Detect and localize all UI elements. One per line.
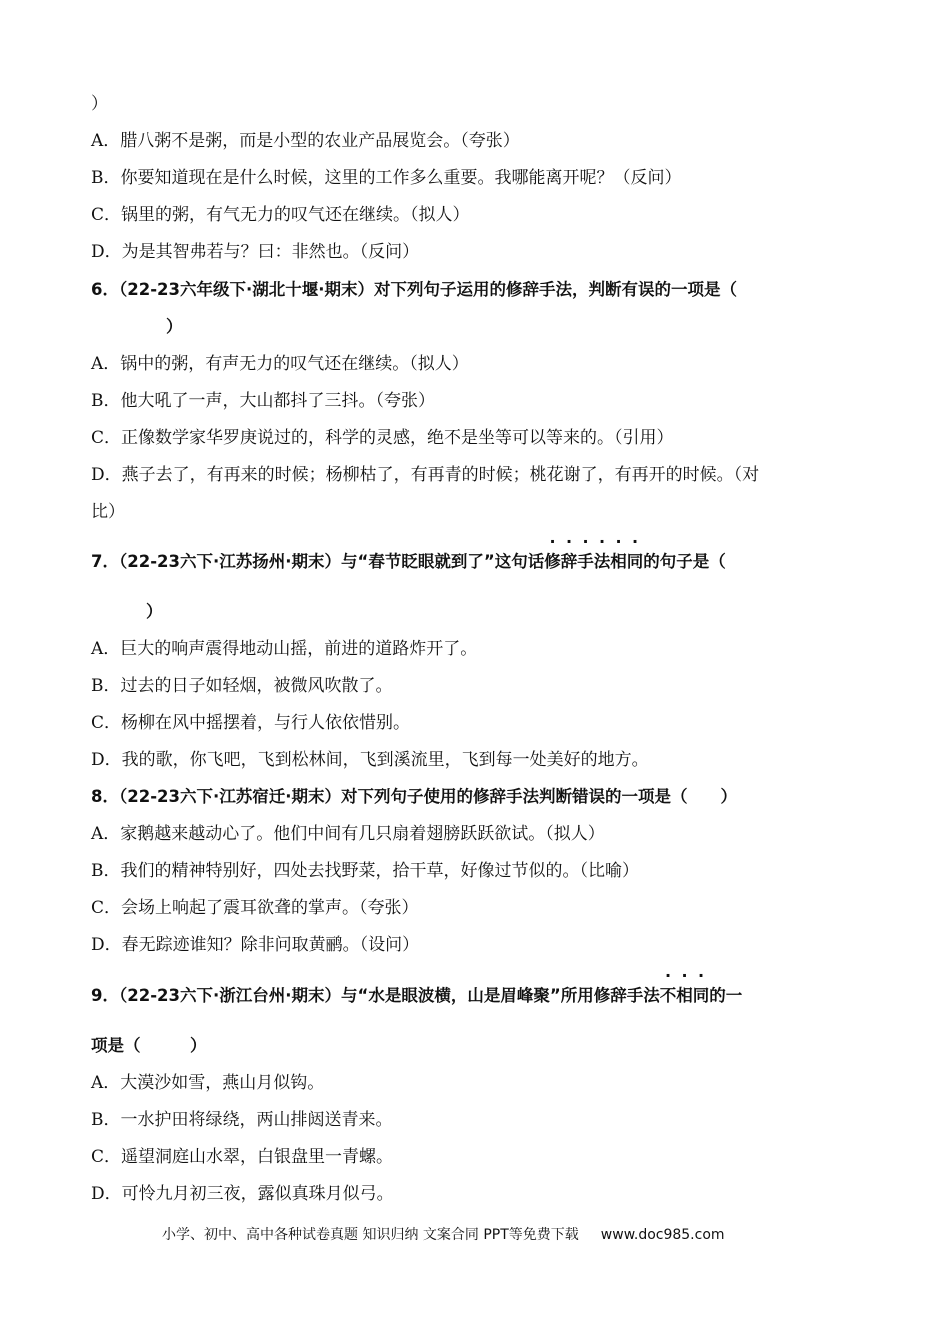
q7-close-paren: ） — [146, 602, 163, 621]
q7-title — [91, 550, 726, 574]
q6-option-c: C．正像数学家华罗庚说过的，科学的灵感，绝不是坐等可以等来的。（引用） — [91, 428, 674, 448]
q6-option-b: B．他大吼了一声，大山都抖了三抖。（夸张） — [91, 391, 435, 411]
q5-option-a: A．腊八粥不是粥，而是小型的农业产品展览会。（夸张） — [91, 131, 520, 151]
q8-option-b: B．我们的精神特别好，四处去找野菜，拾干草，好像过节似的。（比喻） — [91, 861, 639, 881]
page-footer — [162, 1225, 725, 1245]
q7-option-d: D．我的歌，你飞吧，飞到松林间，飞到溪流里，飞到每一处美好的地方。 — [91, 750, 649, 770]
q7-option-a: A．巨大的响声震得地动山摇，前进的道路炸开了。 — [91, 639, 478, 659]
q9-option-b: B．一水护田将绿绕，两山排闼送青来。 — [91, 1110, 393, 1130]
q7-emph-char: 手 — [577, 552, 594, 571]
q8-option-c: C．会场上响起了震耳欲聋的掌声。（夸张） — [91, 898, 419, 918]
q9-option-a: A．大漠沙如雪，燕山月似钩。 — [91, 1073, 325, 1093]
q9-title — [91, 984, 742, 1008]
q5-option-d: D．为是其智弗若与？曰：非然也。（反问） — [91, 242, 420, 262]
q5-option-c: C．锅里的粥，有气无力的叹气还在继续。（拟人） — [91, 205, 470, 225]
q7-title-after: 的句子是（ — [643, 552, 726, 571]
q5-close-paren: ） — [91, 94, 108, 114]
q6-title: 6．（22-23六年级下·湖北十堰·期末）对下列句子运用的修辞手法，判断有误的一项是（ — [91, 280, 738, 299]
q8-option-d: D．春无踪迹谁知？除非问取黄鹂。（设问） — [91, 935, 420, 955]
q9-title-line2: 项是（ ） — [91, 1036, 207, 1055]
q6-option-a: A．锅中的粥，有声无力的叹气还在继续。（拟人） — [91, 354, 469, 374]
q7-emph-char: 相 — [610, 552, 627, 571]
footer-url[interactable]: www.doc985.com — [600, 1227, 725, 1243]
q9-title-after: 的一 — [709, 986, 743, 1005]
q8-option-a: A．家鹅越来越动心了。他们中间有几只扇着翅膀跃跃欲试。（拟人） — [91, 824, 605, 844]
q9-title-before: 9．（22-23六下·浙江台州·期末）与“水是眼波横，山是眉峰聚”所用修辞手法 — [91, 986, 660, 1005]
q7-option-b: B．过去的日子如轻烟，被微风吹散了。 — [91, 676, 393, 696]
q9-emph-char: 相 — [676, 986, 693, 1005]
q8-title: 8．（22-23六下·江苏宿迁·期末）对下列句子使用的修辞手法判断错误的一项是（ ） — [91, 787, 738, 806]
q6-close-paren: ） — [166, 317, 183, 336]
footer-text: 小学、初中、高中各种试卷真题 知识归纳 文案合同 PPT等免费下载 — [162, 1227, 579, 1243]
q5-option-b: B．你要知道现在是什么时候，这里的工作多么重要。我哪能离开呢？（反问） — [91, 168, 682, 188]
q9-emph-char: 同 — [692, 986, 710, 1005]
q7-option-c: C．杨柳在风中摇摆着，与行人依依惜别。 — [91, 713, 411, 733]
q7-emph-char: 法 — [593, 552, 611, 571]
q6-option-d: D．燕子去了，有再来的时候；杨柳枯了，有再青的时候；桃花谢了，有再开的时候。（对 — [91, 465, 760, 485]
q7-emph-char: 辞 — [560, 552, 578, 571]
q9-emph-char: 不 — [659, 986, 677, 1005]
q9-option-c: C．遥望洞庭山水翠，白银盘里一青螺。 — [91, 1147, 394, 1167]
q6-option-d-wrap: 比） — [91, 502, 125, 522]
q7-emph-char: 同 — [626, 552, 644, 571]
q9-option-d: D．可怜九月初三夜，露似真珠月似弓。 — [91, 1184, 394, 1204]
q7-emph-char: 修 — [544, 552, 561, 571]
q7-title-before: 7．（22-23六下·江苏扬州·期末）与“春节眨眼就到了”这句话 — [91, 552, 545, 571]
